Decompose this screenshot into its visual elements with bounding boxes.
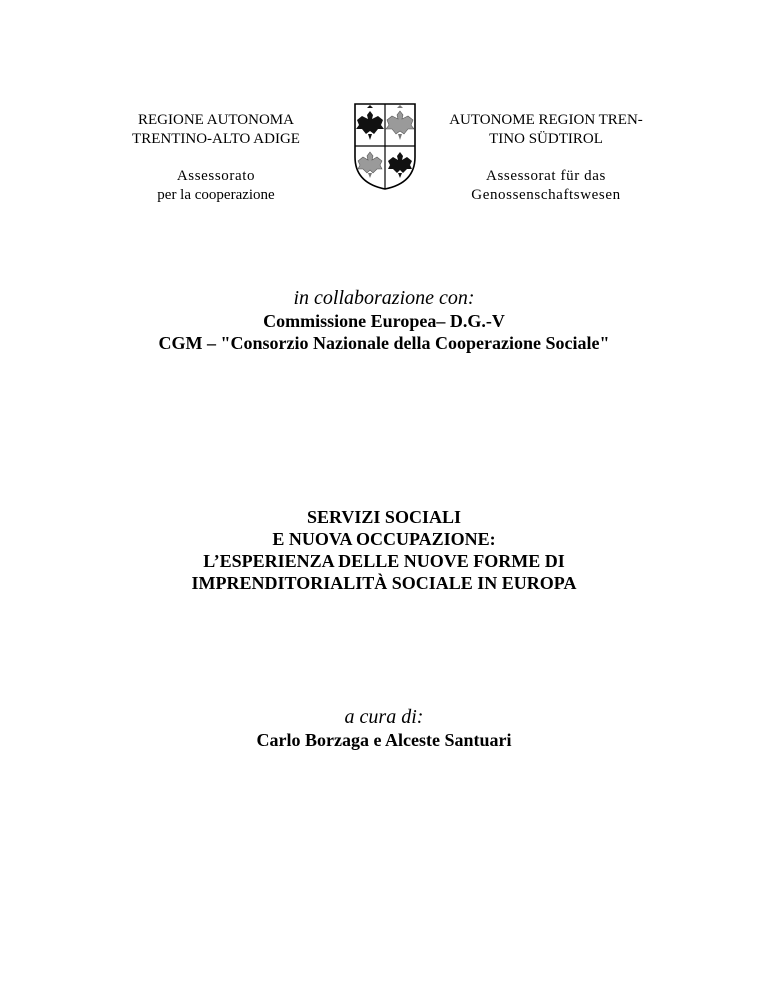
- title-line-2: E NUOVA OCCUPAZIONE:: [272, 529, 496, 549]
- editors-names: Carlo Borzaga e Alceste Santuari: [256, 730, 512, 750]
- department-it: [108, 167, 324, 205]
- collaboration-section: [0, 286, 768, 354]
- title-line-4: IMPRENDITORIALITÀ SOCIALE IN EUROPA: [191, 573, 577, 593]
- partner-cgm: CGM – "Consorzio Nazionale della Cooperazione Sociale": [158, 333, 610, 353]
- department-it-line1: Assessorato: [176, 168, 256, 184]
- title-line-1: SERVIZI SOCIALI: [307, 507, 461, 527]
- header-left-block: [108, 111, 324, 205]
- regional-coat-of-arms-icon: [352, 101, 418, 191]
- region-name-it-line1: REGIONE AUTONOMA: [138, 112, 294, 128]
- department-de: [438, 167, 654, 205]
- editors-section: [0, 705, 768, 751]
- title-line-3: L’ESPERIENZA DELLE NUOVE FORME DI: [203, 551, 565, 571]
- department-it-line2: per la cooperazione: [157, 187, 275, 203]
- partner-european-commission: Commissione Europea– D.G.-V: [263, 311, 505, 331]
- department-de-line2: Genossenschaftswesen: [471, 187, 621, 203]
- region-name-it-line2: TRENTINO-ALTO ADIGE: [132, 131, 300, 147]
- document-title: [0, 506, 768, 594]
- editors-intro: a cura di:: [344, 706, 424, 728]
- region-name-de-line2: TINO SÜDTIROL: [489, 131, 603, 147]
- region-name-de-line1: AUTONOME REGION TREN-: [449, 112, 643, 128]
- collaboration-intro: in collaborazione con:: [293, 287, 475, 309]
- header-right-block: [438, 111, 654, 205]
- department-de-line1: Assessorat für das: [486, 168, 606, 184]
